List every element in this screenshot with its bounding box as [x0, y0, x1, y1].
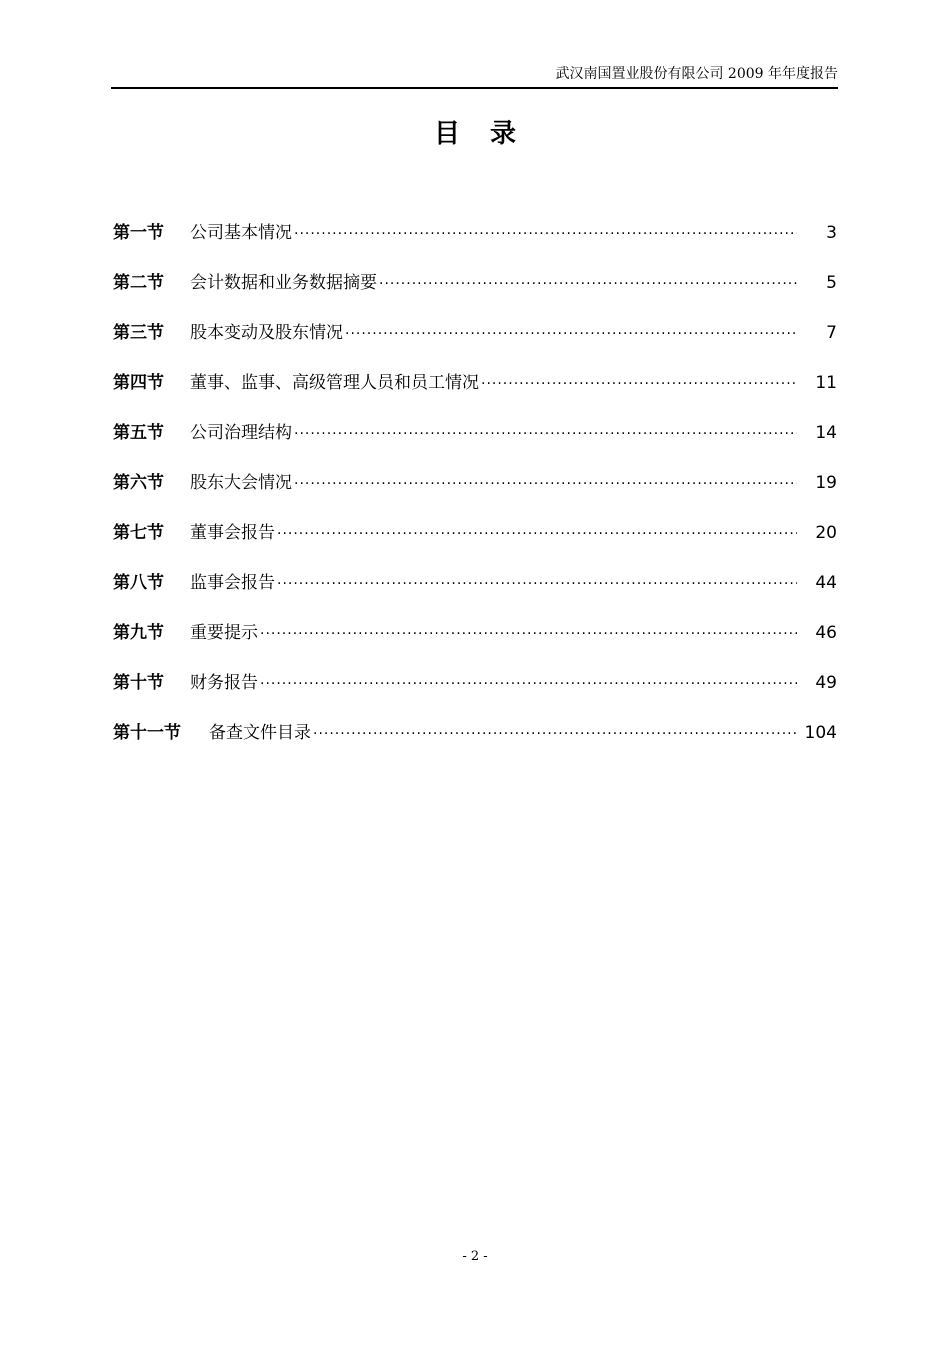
toc-entry[interactable] [113, 718, 837, 768]
toc-section-title: 监事会报告 [190, 573, 275, 593]
toc-section-title: 备查文件目录 [209, 723, 311, 743]
toc-entry[interactable] [113, 368, 837, 418]
toc-section-title: 财务报告 [190, 673, 258, 693]
toc-page-number: 46 [815, 623, 837, 643]
toc-section-number: 第八节 [113, 573, 164, 593]
toc-page-number: 19 [815, 473, 837, 493]
toc-entry[interactable] [113, 618, 837, 668]
toc-entry[interactable] [113, 668, 837, 718]
toc-section-title: 董事、监事、高级管理人员和员工情况 [190, 373, 479, 393]
page-number: - 2 - [462, 1249, 488, 1264]
toc-section-number: 第十节 [113, 673, 164, 693]
toc-page-number: 14 [815, 423, 837, 443]
toc-section-title: 公司基本情况 [190, 223, 292, 243]
toc-page-number: 20 [815, 523, 837, 543]
toc-entry[interactable] [113, 268, 837, 318]
toc-entry[interactable] [113, 518, 837, 568]
toc-section-number: 第二节 [113, 273, 164, 293]
toc-section-title: 公司治理结构 [190, 423, 292, 443]
toc-dot-leader [277, 519, 797, 549]
toc-section-number: 第五节 [113, 423, 164, 443]
running-header: 武汉南国置业股份有限公司 2009 年年度报告 [555, 66, 838, 82]
toc-entry[interactable] [113, 568, 837, 618]
toc-page-number: 11 [815, 373, 837, 393]
toc-dot-leader [294, 469, 797, 499]
toc-section-title: 股东大会情况 [190, 473, 292, 493]
toc-section-number: 第十一节 [113, 723, 181, 743]
table-of-contents [113, 218, 837, 768]
toc-dot-leader [379, 269, 797, 299]
toc-dot-leader [277, 569, 797, 599]
toc-section-number: 第三节 [113, 323, 164, 343]
toc-page-number: 49 [815, 673, 837, 693]
toc-section-number: 第四节 [113, 373, 164, 393]
toc-dot-leader [345, 319, 797, 349]
toc-section-title: 重要提示 [190, 623, 258, 643]
toc-section-number: 第六节 [113, 473, 164, 493]
toc-page-number: 44 [815, 573, 837, 593]
toc-dot-leader [481, 369, 797, 399]
toc-dot-leader [313, 719, 797, 749]
toc-entry[interactable] [113, 418, 837, 468]
toc-page-number: 7 [826, 323, 837, 343]
toc-dot-leader [260, 669, 797, 699]
toc-section-number: 第九节 [113, 623, 164, 643]
toc-section-number: 第七节 [113, 523, 164, 543]
toc-page-number: 3 [826, 223, 837, 243]
page-title: 目录 [433, 119, 546, 149]
toc-page-number: 104 [804, 723, 837, 743]
toc-dot-leader [294, 219, 797, 249]
toc-section-title: 股本变动及股东情况 [190, 323, 343, 343]
toc-entry[interactable] [113, 468, 837, 518]
toc-dot-leader [294, 419, 797, 449]
toc-dot-leader [260, 619, 797, 649]
toc-entry[interactable] [113, 318, 837, 368]
toc-entry[interactable] [113, 218, 837, 268]
toc-section-title: 董事会报告 [190, 523, 275, 543]
toc-section-number: 第一节 [113, 223, 164, 243]
header-rule [111, 87, 838, 89]
toc-section-title: 会计数据和业务数据摘要 [190, 273, 377, 293]
toc-page-number: 5 [826, 273, 837, 293]
